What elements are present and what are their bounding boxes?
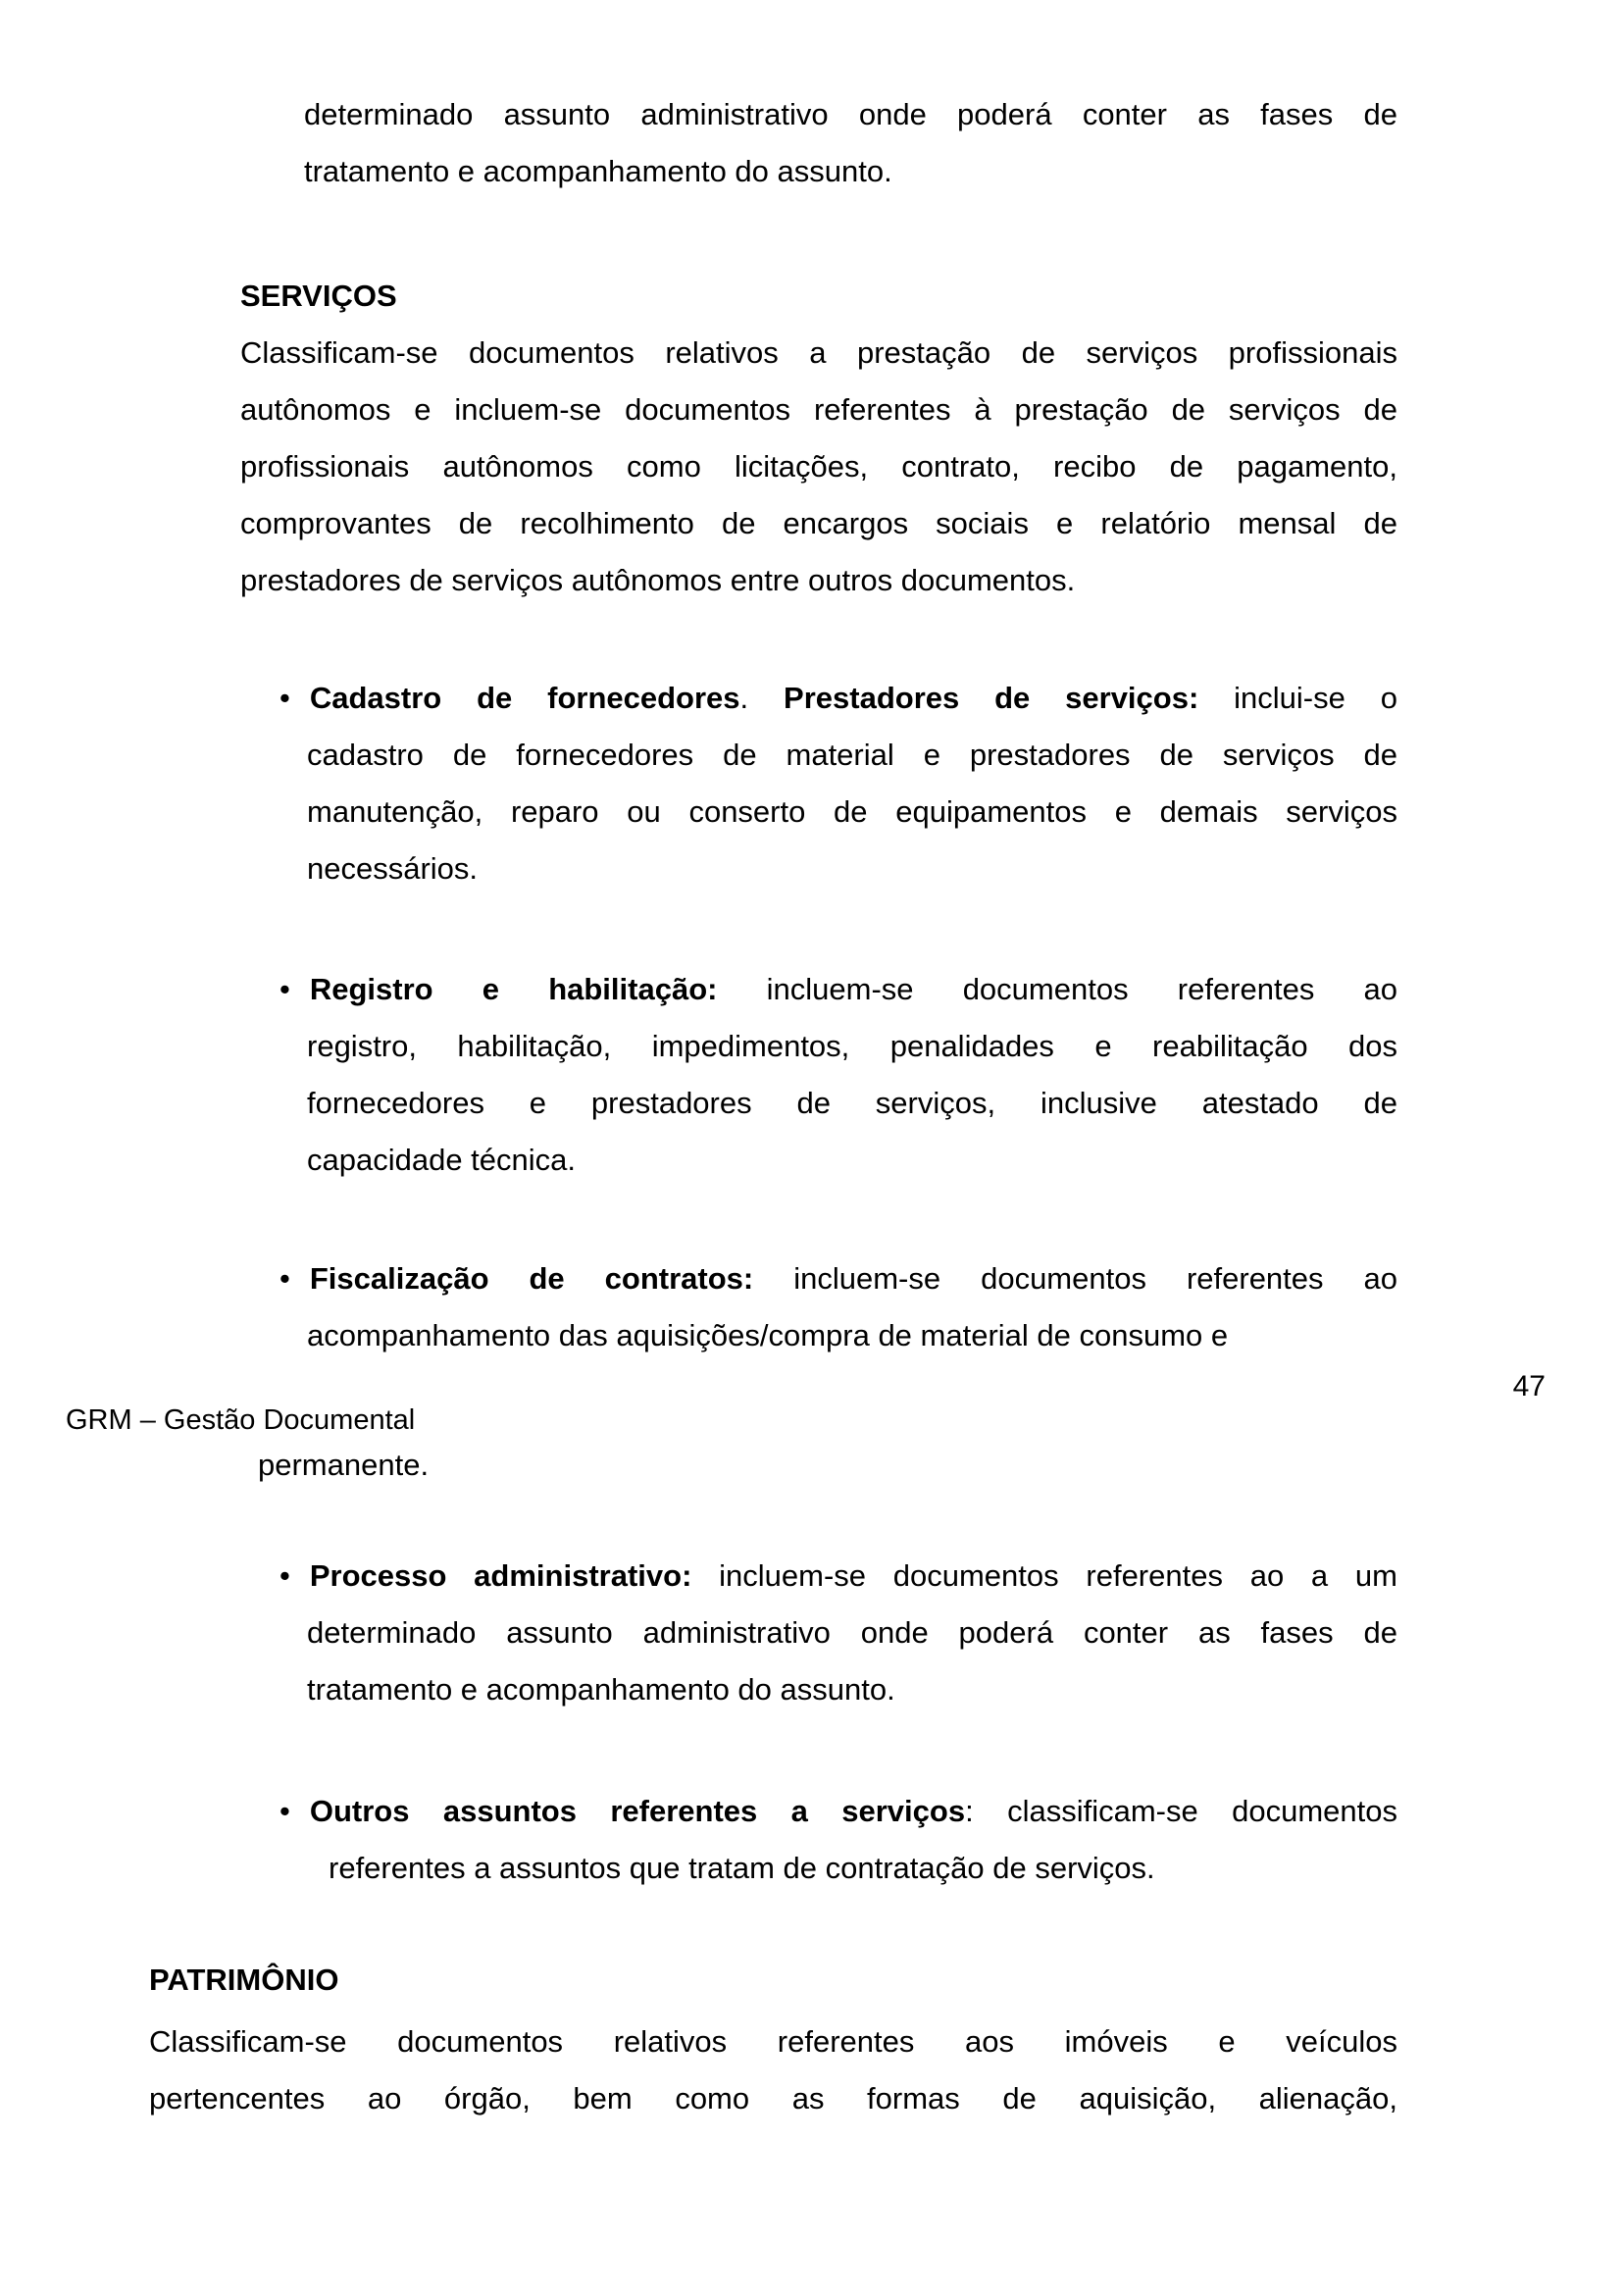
text-line: prestadores de serviços autônomos entre outros documentos. (240, 563, 1076, 597)
bullet-cadastro-fornecedores (279, 670, 1397, 897)
text-line (279, 1783, 1397, 1840)
bullet-text: : classificam-se documentos (965, 1794, 1397, 1828)
footer-text: GRM – Gestão Documental (66, 1404, 416, 1436)
text-line: determinado assunto administrativo onde poderá conter as fases de (304, 97, 1397, 131)
text-line (279, 1250, 1397, 1307)
text-line (279, 1548, 1397, 1605)
bullet-text: incluem-se documentos referentes ao (717, 972, 1397, 1006)
page-number: 47 (1512, 1370, 1546, 1402)
bullet-lead-bold: Cadastro de fornecedores (309, 681, 740, 715)
text-line: registro, habilitação, impedimentos, penalidades e reabilitação dos (307, 1029, 1397, 1063)
continued-line-permanente: permanente. (258, 1448, 430, 1482)
text-line: autônomos e incluem-se documentos referentes à prestação de serviços de (240, 392, 1397, 427)
patrimonio-heading: PATRIMÔNIO (149, 1963, 339, 1997)
bullet-separator: . (739, 681, 785, 715)
bullet-lead-bold: Registro e habilitação: (309, 972, 718, 1006)
bullet-marker: • (279, 1558, 290, 1593)
bullet-outros-assuntos (279, 1783, 1397, 1897)
text-line: cadastro de fornecedores de material e prestadores de serviços de (307, 738, 1397, 772)
bullet-marker: • (279, 1261, 290, 1296)
servicos-paragraph (240, 325, 1397, 609)
text-line: acompanhamento das aquisições/compra de material de consumo e (307, 1318, 1229, 1352)
text-line: capacidade técnica. (307, 1143, 577, 1177)
bullet-text: inclui-se o (1198, 681, 1397, 715)
text-line: manutenção, reparo ou conserto de equipamentos e demais serviços (307, 794, 1397, 829)
bullet-lead-bold: Outros assuntos referentes a serviços (309, 1794, 966, 1828)
text-line: Classificam-se documentos relativos a prestação de serviços profissionais (240, 335, 1397, 370)
text-line: comprovantes de recolhimento de encargos sociais e relatório mensal de (240, 506, 1397, 540)
text-line: determinado assunto administrativo onde poderá conter as fases de (307, 1615, 1397, 1650)
bullet-marker: • (279, 972, 290, 1006)
bullet-lead-bold: Prestadores de serviços: (784, 681, 1199, 715)
text-line: profissionais autônomos como licitações, contrato, recibo de pagamento, (240, 449, 1397, 484)
bullet-registro-habilitacao (279, 961, 1397, 1189)
bullet-processo-administrativo (279, 1548, 1397, 1718)
bullet-marker: • (279, 1794, 290, 1828)
text-line: tratamento e acompanhamento do assunto. (304, 154, 892, 188)
text-line: referentes a assuntos que tratam de contratação de serviços. (329, 1851, 1155, 1885)
bullet-fiscalizacao-contratos (279, 1250, 1397, 1364)
bullet-marker: • (279, 681, 290, 715)
text-line (279, 670, 1397, 727)
continued-paragraph (304, 86, 1397, 200)
text-line: pertencentes ao órgão, bem como as formas de aquisição, alienação, (149, 2081, 1397, 2116)
bullet-text: incluem-se documentos referentes ao a um (691, 1558, 1397, 1593)
text-line: necessários. (307, 851, 479, 886)
bullet-text: incluem-se documentos referentes ao (753, 1261, 1397, 1296)
servicos-heading: SERVIÇOS (240, 279, 397, 313)
text-line (279, 961, 1397, 1018)
patrimonio-paragraph (149, 2014, 1397, 2127)
bullet-lead-bold: Fiscalização de contratos: (309, 1261, 754, 1296)
text-line: fornecedores e prestadores de serviços, inclusive atestado de (307, 1086, 1397, 1120)
bullet-lead-bold: Processo administrativo: (309, 1558, 692, 1593)
text-line: tratamento e acompanhamento do assunto. (307, 1672, 895, 1707)
text-line: Classificam-se documentos relativos referentes aos imóveis e veículos (149, 2024, 1397, 2059)
